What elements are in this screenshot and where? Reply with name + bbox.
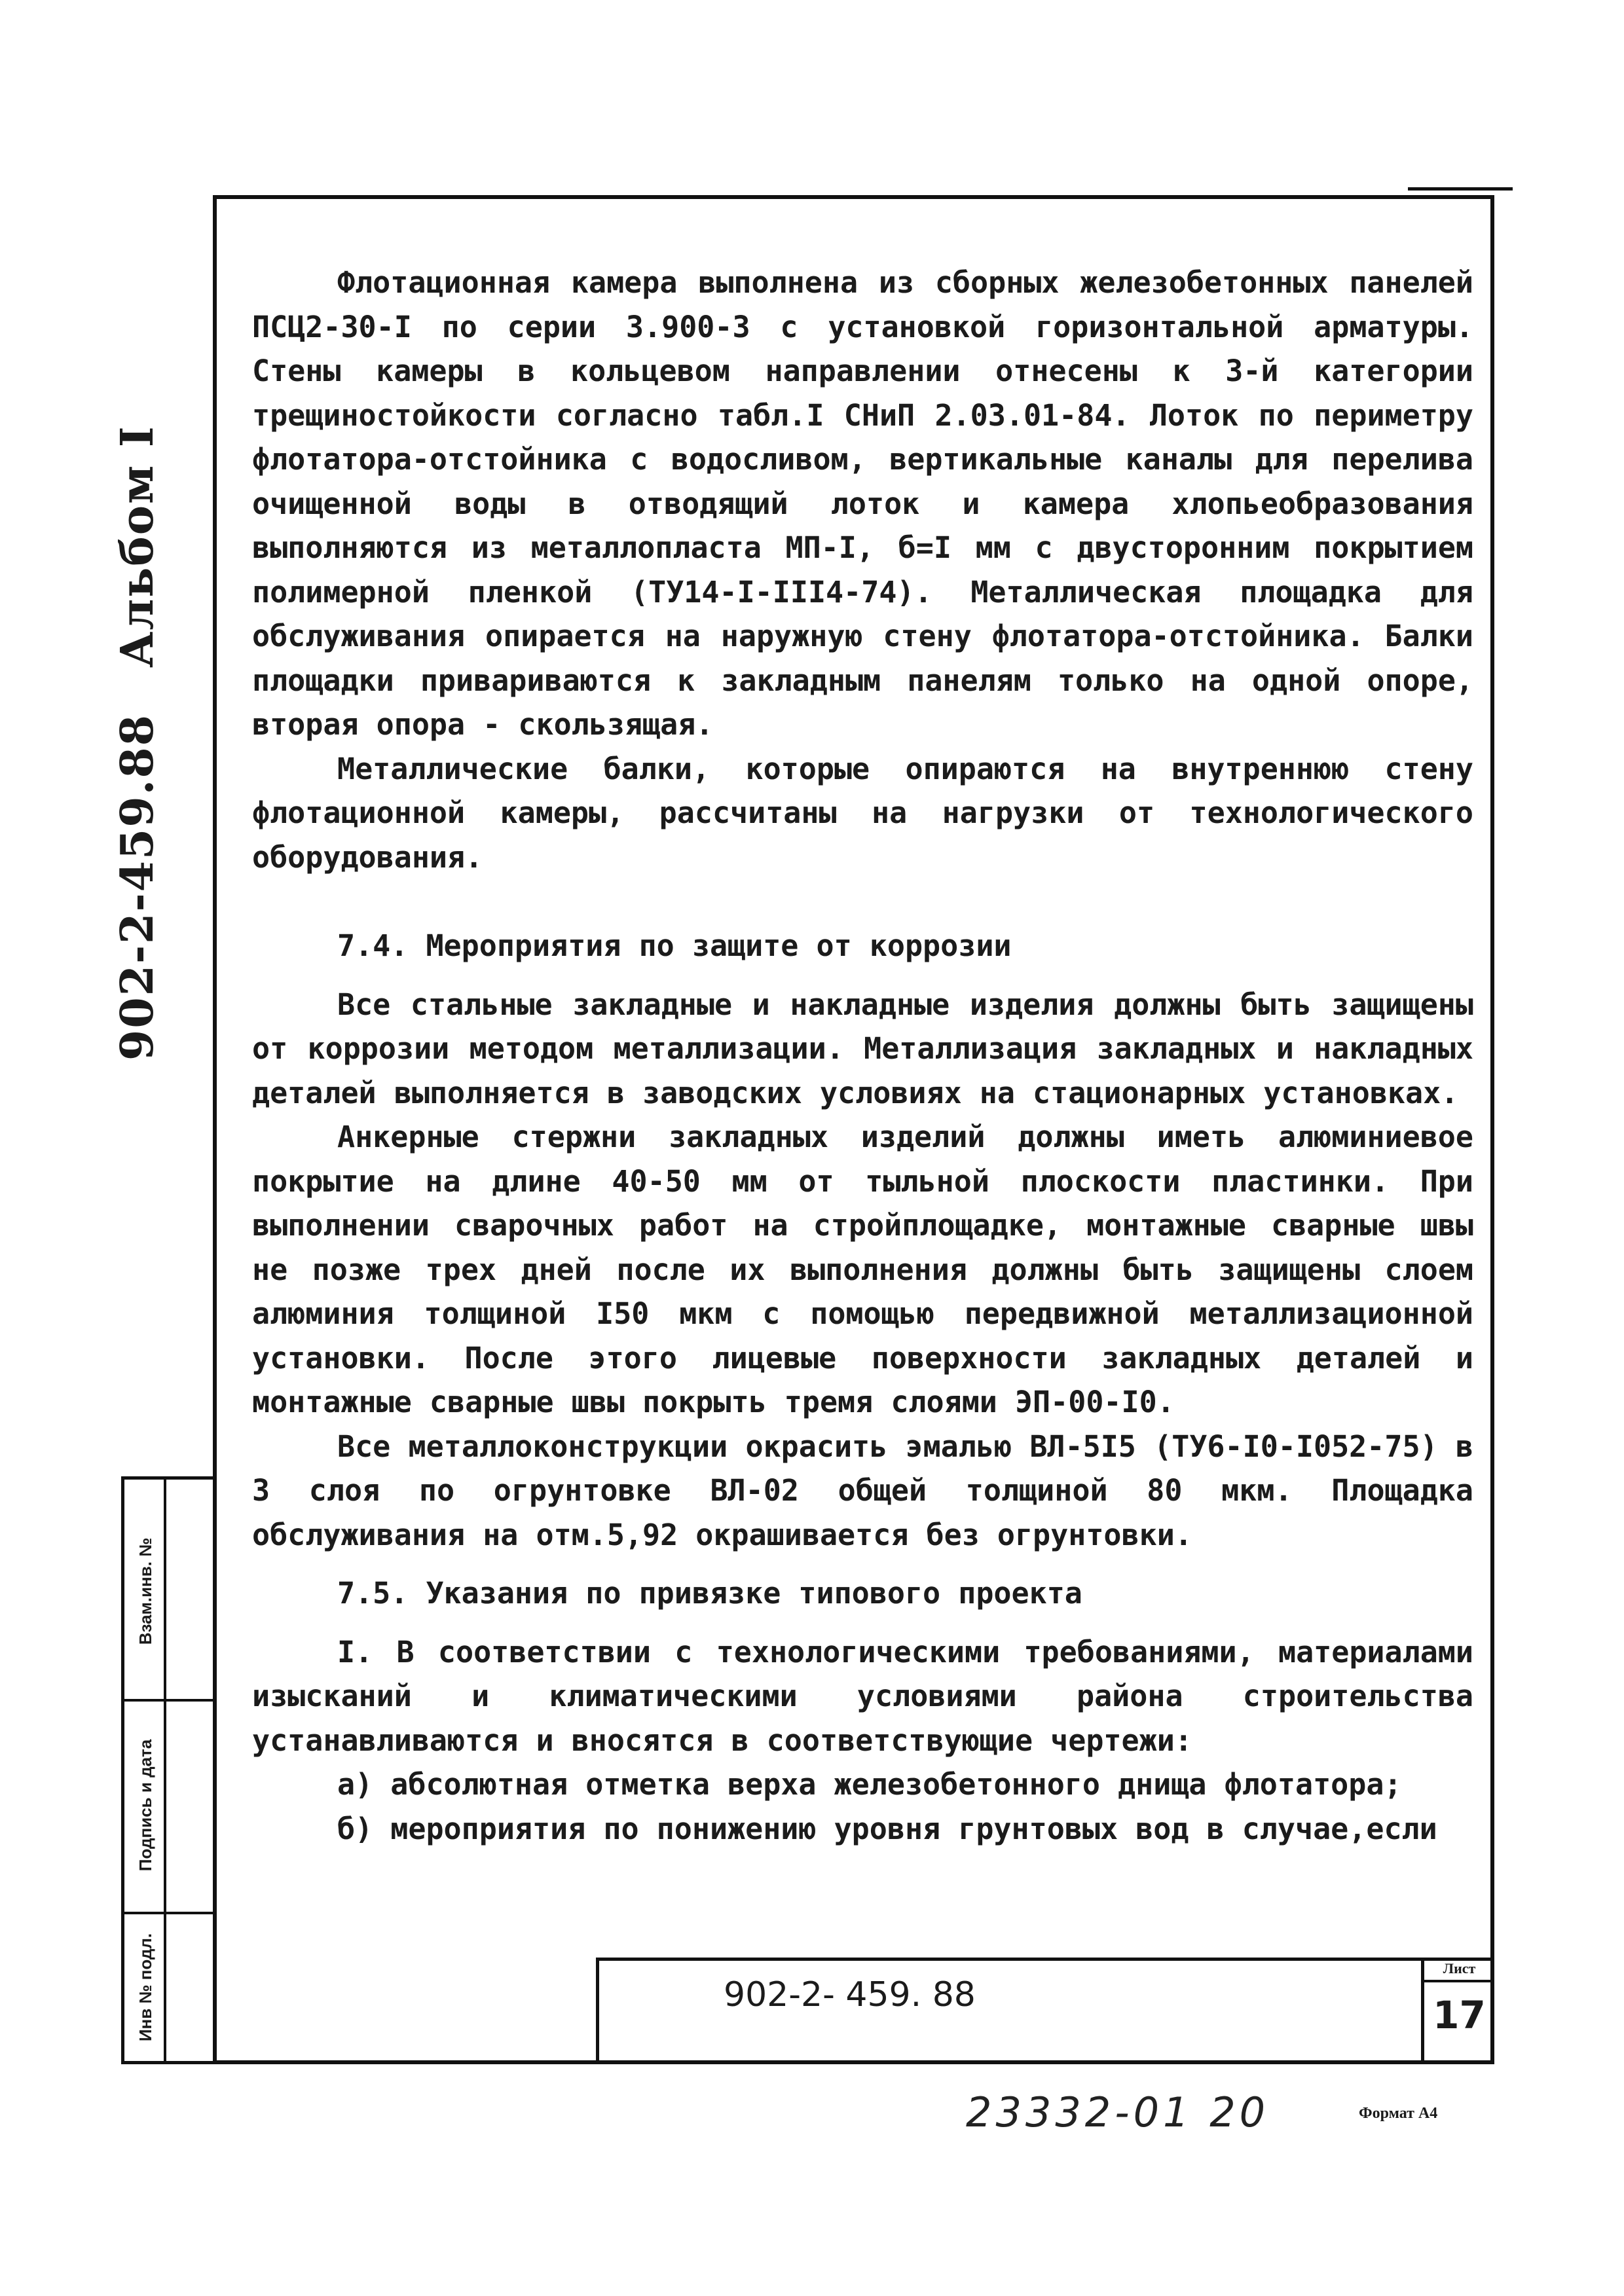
paragraph-flotation-chamber: Флотационная камера выполнена из сборных железобетонных панелей ПСЦ2-30-I по серии 3.900-3 с установкой горизонтальной арматуры. Стены камеры в кольцевом направлении отнесены к 3-й категории трещиностойкости согласно табл.I СНиП 2.03.01-84. Лоток по периметру флотатора-отстойника с водосливом, вертикальные каналы для перелива очищенной воды в отводящий лоток и камера хлопьеобразования выполняются из металлопласта МП-I, б=I мм с двусторонним покрытием полимерной пленкой (ТУ14-I-III4-74). Металлическая площадка для обслуживания опирается на наружную стену флотатора-отстойника. Балки площадки привариваются к закладным панелям только на одной опоре, вторая опора - скользящая. [252, 265, 1473, 742]
list-item-a: а) абсолютная отметка верха железобетонного днища флотатора; [337, 1767, 1402, 1802]
list-item-b: б) мероприятия по понижению уровня грунтовых вод в случае,если [337, 1811, 1437, 1846]
frame-top-line [1408, 187, 1513, 191]
side-code: 902-2-459.88 [111, 714, 164, 1061]
side-caption [98, 406, 177, 1061]
format-label: Формат А4 [1359, 2105, 1438, 2122]
sheet-number: 17 [1433, 1993, 1486, 2037]
stamp-column-divider [164, 1480, 166, 2061]
stamp-row-divider [124, 1699, 216, 1702]
sheet-cell [1421, 1958, 1494, 2064]
signature-stamp-columns [121, 1476, 213, 2064]
document-body [252, 261, 1473, 1851]
paragraph-metallization: Все стальные закладные и накладные изделия должны быть защищены от коррозии методом металлизации. Металлизация закладных и накладных деталей выполняется в заводских условиях на стационарных установках. [252, 987, 1473, 1110]
sheet-label: Лист [1424, 1960, 1494, 1982]
stamp-label-replacement: Взам.инв. № [136, 1537, 156, 1645]
section-heading-corrosion: 7.4. Мероприятия по защите от коррозии [337, 928, 1012, 963]
paragraph-metal-beams: Металлические балки, которые опираются на внутреннюю стену флотационной камеры, рассчитаны на нагрузки от технологического оборудования. [252, 751, 1473, 875]
title-block [596, 1958, 1494, 2064]
side-album: Альбом I [111, 425, 164, 668]
paragraph-binding-requirements: I. В соответствии с технологическими требованиями, материалами изысканий и климатическими условиями района строительства устанавливаются и вносятся в соответствующие чертежи: [252, 1634, 1473, 1758]
stamp-label-signature-date: Подпись и дата [136, 1739, 156, 1872]
stamp-label-original-inventory: Инв № подл. [136, 1933, 156, 2041]
section-heading-binding: 7.5. Указания по привязке типового проекта [337, 1576, 1082, 1611]
paragraph-anchor-rods: Анкерные стержни закладных изделий должны иметь алюминиевое покрытие на длине 40-50 мм от тыльной плоскости пластинки. При выполнении сварочных работ на стройплощадке, монтажные сварные швы не позже трех дней после их выполнения должны быть защищены слоем алюминия толщиной I50 мкм с помощью передвижной металлизационной установки. После этого лицевые поверхности закладных деталей и монтажные сварные швы покрыть тремя слоями ЭП-00-I0. [252, 1120, 1473, 1419]
title-block-doc-code: 902-2- 459. 88 [724, 1975, 976, 2014]
paragraph-painting: Все металлоконструкции окрасить эмалью ВЛ-5I5 (ТУ6-I0-I052-75) в 3 слоя по огрунтовке ВЛ-02 общей толщиной 80 мкм. Площадка обслуживания на отм.5,92 окрашивается без огрунтовки. [252, 1429, 1473, 1552]
inventory-number: 23332-01 20 [966, 2088, 1270, 2136]
stamp-row-divider [124, 1912, 216, 1914]
